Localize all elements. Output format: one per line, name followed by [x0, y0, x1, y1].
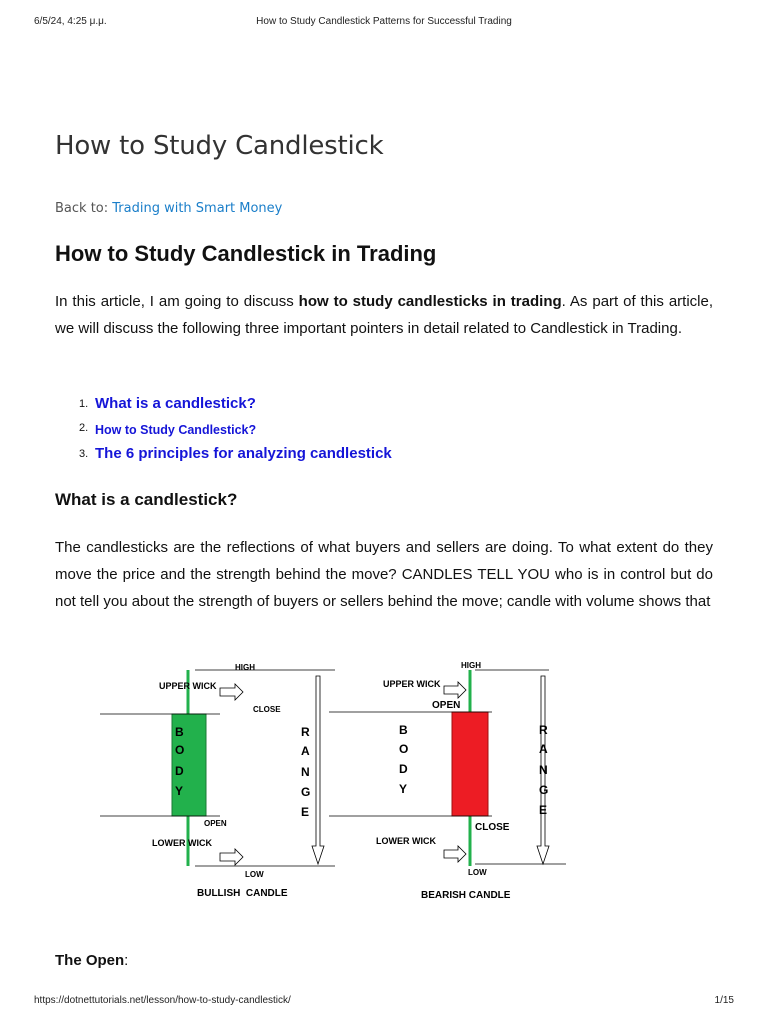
back-link[interactable]: Trading with Smart Money — [112, 201, 283, 216]
bullish-upper-wick-label: UPPER WICK — [159, 681, 217, 691]
open-heading — [55, 952, 128, 969]
bearish-candle-figure — [329, 661, 566, 901]
intro-text-before: In this article, I am going to discuss — [55, 293, 299, 310]
toc-number: 2. — [79, 422, 89, 434]
bullish-close-label: CLOSE — [253, 705, 281, 714]
bullish-range-letter: E — [301, 805, 310, 819]
candlestick-diagram — [95, 656, 575, 906]
bearish-body-letter: B — [399, 723, 408, 737]
toc-number: 1. — [79, 398, 89, 410]
bullish-body-letter: B — [175, 725, 184, 739]
bearish-body-letter: Y — [399, 782, 408, 796]
bullish-range-letter: R — [301, 725, 310, 739]
bullish-range-arrow — [312, 676, 324, 864]
print-page-number: 1/15 — [714, 995, 734, 1006]
bearish-range-letter: G — [539, 783, 549, 797]
open-heading-colon: : — [124, 952, 129, 969]
bullish-body-letter: O — [175, 743, 185, 757]
bearish-body — [452, 712, 488, 816]
bullish-lower-wick-label: LOWER WICK — [152, 838, 212, 848]
breadcrumb — [55, 201, 282, 216]
bullish-body-letter: Y — [175, 784, 184, 798]
bearish-range-letter: N — [539, 763, 548, 777]
bearish-range-letter: A — [539, 742, 548, 756]
bearish-upper-wick-arrow — [444, 682, 466, 698]
print-datetime: 6/5/24, 4:25 μ.μ. — [34, 16, 107, 27]
toc-link-six-principles[interactable]: The 6 principles for analyzing candlestick — [95, 445, 392, 462]
toc-link-how-to-study[interactable]: How to Study Candlestick? — [95, 423, 257, 437]
section-paragraph: The candlesticks are the reflections of what buyers and sellers are doing. To what extent do they move the price and the strength behind the move? CANDLES TELL YOU who is in control but do not tell you about the strength of buyers or sellers behind the move; candle with volume shows that — [55, 539, 713, 610]
intro-paragraph — [55, 288, 713, 342]
bullish-high-label: HIGH — [235, 663, 255, 672]
open-heading-text: The Open — [55, 952, 125, 969]
intro-text-after: . As part of this article, we will discuss the following three important pointers in detail related to Candlestick in Trading. — [55, 293, 713, 337]
intro-text-bold: how to study candlesticks in trading — [298, 293, 562, 310]
bearish-caption: BEARISH CANDLE — [421, 890, 511, 901]
bearish-body-letter: O — [399, 742, 409, 756]
toc-link-what-is-candlestick[interactable]: What is a candlestick? — [95, 395, 256, 412]
toc-item — [79, 445, 392, 463]
section-title-what-is-candlestick: What is a candlestick? — [55, 490, 238, 509]
bearish-high-label: HIGH — [461, 661, 481, 670]
bearish-open-label: OPEN — [432, 700, 461, 711]
bullish-caption: BULLISH CANDLE — [197, 888, 288, 899]
article-heading: How to Study Candlestick in Trading — [55, 241, 437, 266]
toc-item — [79, 421, 257, 439]
bullish-range-letter: N — [301, 765, 310, 779]
bullish-range-letter: G — [301, 785, 311, 799]
bearish-lower-wick-label: LOWER WICK — [376, 836, 436, 846]
bearish-body-letter: D — [399, 762, 408, 776]
bearish-close-label: CLOSE — [475, 822, 510, 833]
bullish-upper-wick-arrow — [220, 684, 243, 700]
back-prefix: Back to: — [55, 201, 109, 216]
print-doc-title: How to Study Candlestick Patterns for Successful Trading — [256, 16, 512, 27]
toc-number: 3. — [79, 448, 89, 460]
bearish-range-letter: R — [539, 723, 548, 737]
page-title: How to Study Candlestick — [55, 131, 384, 161]
bearish-low-label: LOW — [468, 868, 487, 877]
toc-item — [79, 395, 256, 413]
print-url: https://dotnettutorials.net/lesson/how-to-study-candlestick/ — [34, 995, 291, 1006]
bearish-upper-wick-label: UPPER WICK — [383, 679, 441, 689]
bullish-range-letter: A — [301, 744, 310, 758]
bullish-open-label: OPEN — [204, 819, 227, 828]
bullish-candle-figure — [100, 663, 335, 899]
bullish-low-label: LOW — [245, 870, 264, 879]
bearish-range-letter: E — [539, 803, 548, 817]
bullish-body-letter: D — [175, 764, 184, 778]
bullish-lower-wick-arrow — [220, 849, 243, 865]
bearish-lower-wick-arrow — [444, 846, 466, 862]
